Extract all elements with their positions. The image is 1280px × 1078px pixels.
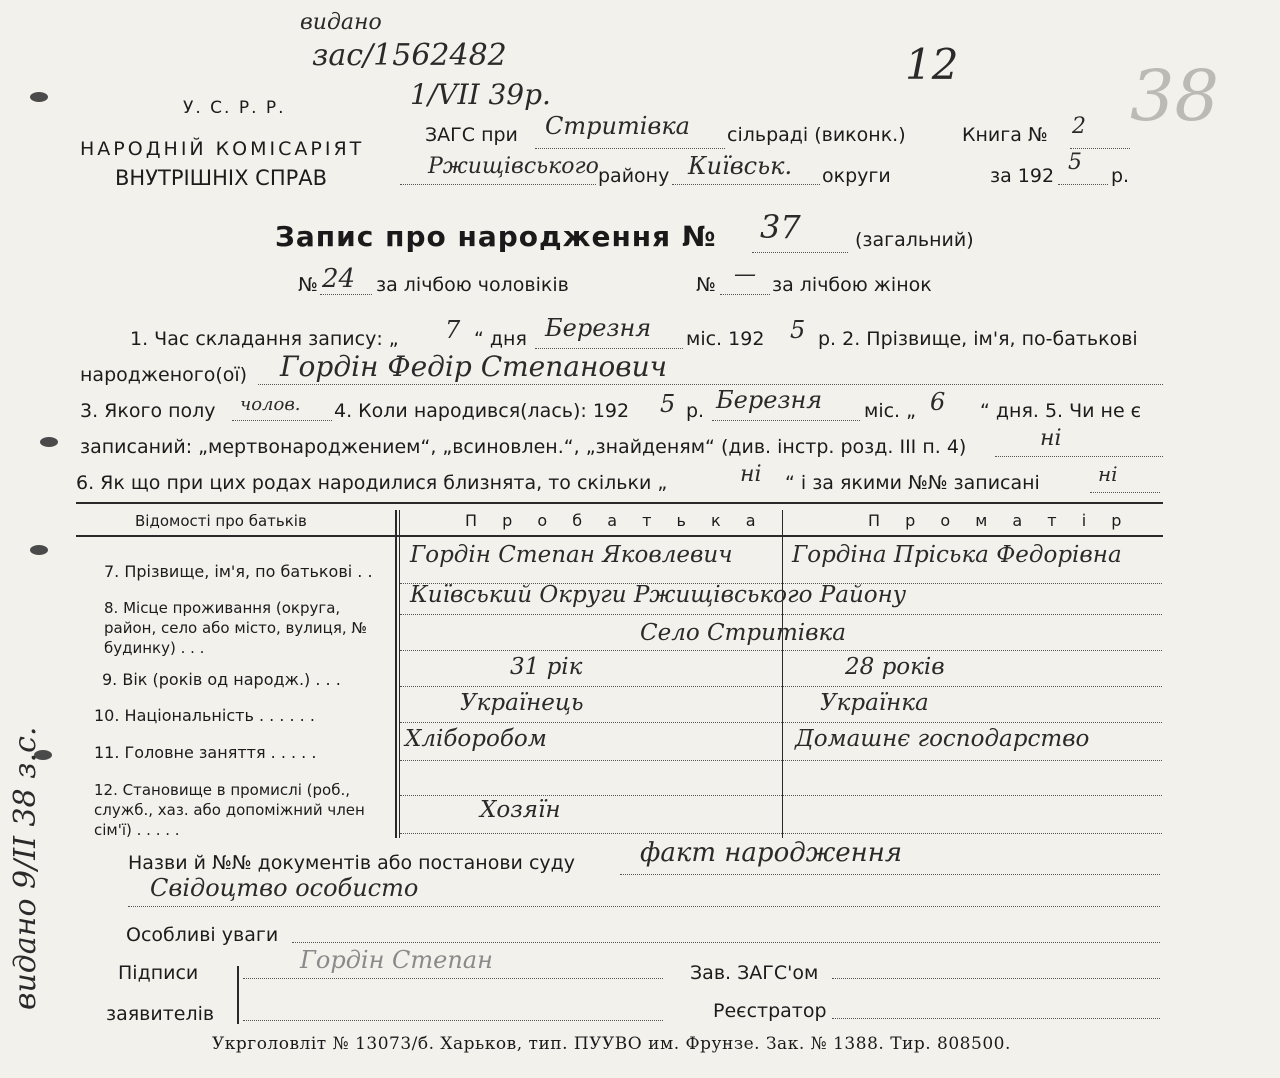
- remarks-label: Особливі уваги: [126, 924, 279, 946]
- general-label: (загальний): [855, 229, 974, 251]
- field-3-label: 3. Якого полу: [80, 400, 216, 422]
- margin-note-vertical: видано 9/II 38 з.с.: [8, 726, 43, 1010]
- field-1-label: 1. Час складання запису: „: [130, 328, 399, 350]
- men-number-line: [320, 294, 372, 295]
- row-7-label: 7. Прізвище, ім'я, по батькові . .: [104, 562, 373, 581]
- year-line: [1058, 184, 1108, 185]
- women-number-value: —: [734, 262, 756, 287]
- field-6-value: ні: [740, 462, 762, 487]
- row-7-mother: Гордіна Пріська Федорівна: [792, 542, 1122, 568]
- row-10-line: [400, 722, 1162, 723]
- faint-number: 38: [1130, 55, 1220, 137]
- margin-note-record-number: зас/1562482: [312, 38, 507, 73]
- row-8-label: 8. Місце проживання (округа, район, село або місто, вулиця, № будинку) . . .: [104, 599, 367, 657]
- table-divider-2: [782, 510, 783, 838]
- applicant-signature: Гордін Степан: [300, 946, 493, 974]
- council-label: сільраді (виконк.): [727, 124, 906, 146]
- row-10-label: 10. Національність . . . . . .: [94, 706, 315, 725]
- field-3-line: [232, 420, 332, 421]
- remarks-line: [292, 942, 1160, 943]
- row-11-mother: Домашнє господарство: [795, 726, 1090, 752]
- record-number-line: [752, 252, 848, 253]
- field-2-line: [258, 384, 1163, 385]
- field-4-month: Березня: [716, 386, 823, 414]
- row-9-line: [400, 686, 1162, 687]
- punch-hole: [30, 545, 48, 555]
- documents-value: факт народження: [640, 838, 903, 868]
- row-11-label: 11. Головне заняття . . . . .: [94, 743, 317, 762]
- women-number-line: [720, 294, 770, 295]
- zags-head-line: [832, 978, 1160, 979]
- book-line: [1070, 148, 1130, 149]
- table-divider-1b: [399, 510, 400, 838]
- okrug-value: Київськ.: [688, 152, 793, 180]
- field-3-value: чолов.: [240, 394, 301, 415]
- field-1-day: 7: [445, 316, 461, 344]
- row-8-mother: Село Стритівка: [640, 620, 846, 646]
- field-1-year: 5: [790, 316, 806, 344]
- row-11-father: Хліборобом: [405, 726, 547, 752]
- documents-line-1: [620, 874, 1160, 875]
- field-1-month-line: [535, 348, 683, 349]
- field-2-label: народженого(ої): [80, 364, 248, 386]
- women-label: за лічбою жінок: [772, 274, 932, 296]
- internal-affairs-label: ВНУТРІШНІХ СПРАВ: [115, 166, 328, 190]
- row-12-label: 12. Становище в промислі (роб., служб., хаз. або допоміжний член сім'ї) . . . . .: [94, 781, 365, 839]
- row-12-line-2: [400, 833, 1162, 834]
- ussr-label: У. С. Р. Р.: [183, 98, 286, 118]
- field-6-label: 6. Як що при цих родах народилися близнята, то скільки „: [76, 472, 668, 494]
- printer-imprint: Укрголовліт № 13073/б. Харьков, тип. ПУУВО им. Фрунзе. Зак. № 1388. Тир. 808500.: [212, 1034, 1011, 1054]
- documents-value-2: Свідоцтво особисто: [150, 874, 419, 902]
- margin-note-issued: видано: [300, 10, 382, 35]
- table-header-info: Відомості про батьків: [135, 512, 307, 530]
- men-number-prefix: №: [298, 274, 318, 296]
- field-1-month: Березня: [545, 314, 652, 342]
- table-divider-1: [395, 510, 397, 838]
- row-7-father: Гордін Степан Яковлевич: [410, 542, 733, 568]
- registrar-label: Реєстратор: [713, 1000, 827, 1022]
- field-1-day-label: “ дня: [474, 328, 527, 350]
- field-6-line: [1090, 492, 1160, 493]
- field-4-mis: міс. „: [864, 400, 916, 422]
- field-4-day: 6: [930, 388, 946, 416]
- field-4-r: р.: [686, 400, 705, 422]
- okrug-label: округи: [822, 165, 891, 187]
- row-8-line-2: [400, 650, 1162, 651]
- applicant-signature-line-2: [243, 1020, 663, 1021]
- commissariat-label: НАРОДНІЙ КОМІСАРІЯТ: [80, 138, 365, 160]
- row-12-line-1: [400, 795, 1162, 796]
- page-number: 12: [905, 40, 959, 89]
- row-9-mother: 28 років: [845, 654, 945, 680]
- field-1-year-suffix: р. 2. Прізвище, ім'я, по-батькові: [818, 328, 1138, 350]
- men-label: за лічбою чоловіків: [376, 274, 569, 296]
- row-9-label: 9. Вік (років од народж.) . . .: [102, 670, 341, 689]
- field-5-label: записаний: „мертвонароджением“, „всиновлен.“, „знайденям“ (див. інстр. розд. III п. 4): [80, 436, 967, 458]
- row-11-line: [400, 760, 1162, 761]
- district-line: [400, 184, 596, 185]
- row-9-father: 31 рік: [510, 654, 583, 680]
- field-6-mid-label: “ і за якими №№ записані: [785, 472, 1040, 494]
- table-header-rule: [76, 535, 1163, 537]
- table-header-mother: П р о м а т і р: [868, 511, 1132, 530]
- punch-hole: [30, 92, 48, 102]
- women-number-prefix: №: [696, 274, 716, 296]
- table-header-father: П р о б а т ь к а: [465, 511, 766, 530]
- year-value: 5: [1068, 150, 1082, 175]
- zags-head-label: Зав. ЗАГС'ом: [690, 962, 819, 984]
- year-suffix: р.: [1111, 165, 1130, 187]
- zags-village-line: [535, 148, 725, 149]
- row-8-father: Київський Округи Ржищівського Району: [410, 582, 907, 608]
- documents-line-2: [128, 906, 1160, 907]
- row-12-father: Хозяїн: [480, 797, 561, 823]
- year-label: за 192: [990, 165, 1055, 187]
- okrug-line: [672, 184, 820, 185]
- field-4-year: 5: [660, 390, 676, 418]
- margin-note-date: 1/VII 39р.: [410, 78, 551, 111]
- zags-village-value: Стритівка: [545, 112, 690, 140]
- record-title: Запис про народження №: [275, 220, 717, 253]
- field-1-month-label: міс. 192: [686, 328, 765, 350]
- punch-hole: [40, 437, 58, 447]
- field-4-day-label: “ дня. 5. Чи не є: [980, 400, 1142, 422]
- field-2-value: Гордін Федір Степанович: [280, 350, 668, 383]
- field-5-value: ні: [1040, 426, 1062, 451]
- row-10-mother: Українка: [820, 690, 929, 716]
- field-5-line: [995, 456, 1163, 457]
- applicant-signature-line-1: [243, 978, 663, 979]
- book-label: Книга №: [962, 124, 1048, 146]
- table-top-rule: [76, 502, 1163, 504]
- field-6-value-2: ні: [1098, 462, 1118, 486]
- signature-bracket: [237, 966, 239, 1024]
- field-4-label: 4. Коли народився(лась): 192: [334, 400, 630, 422]
- registrar-line: [832, 1018, 1160, 1019]
- field-4-month-line: [712, 420, 860, 421]
- zags-label: ЗАГС при: [425, 124, 518, 146]
- district-value: Ржищівського: [428, 154, 599, 179]
- record-number-value: 37: [760, 208, 801, 246]
- applicants-label: заявителів: [106, 1003, 215, 1025]
- signatures-label: Підписи: [118, 962, 199, 984]
- documents-label: Назви й №№ документів або постанови суду: [128, 852, 576, 874]
- district-label: району: [598, 165, 670, 187]
- row-10-father: Українець: [460, 690, 584, 716]
- row-8-line-1: [400, 614, 1162, 615]
- men-number-value: 24: [322, 264, 356, 294]
- book-value: 2: [1072, 114, 1086, 139]
